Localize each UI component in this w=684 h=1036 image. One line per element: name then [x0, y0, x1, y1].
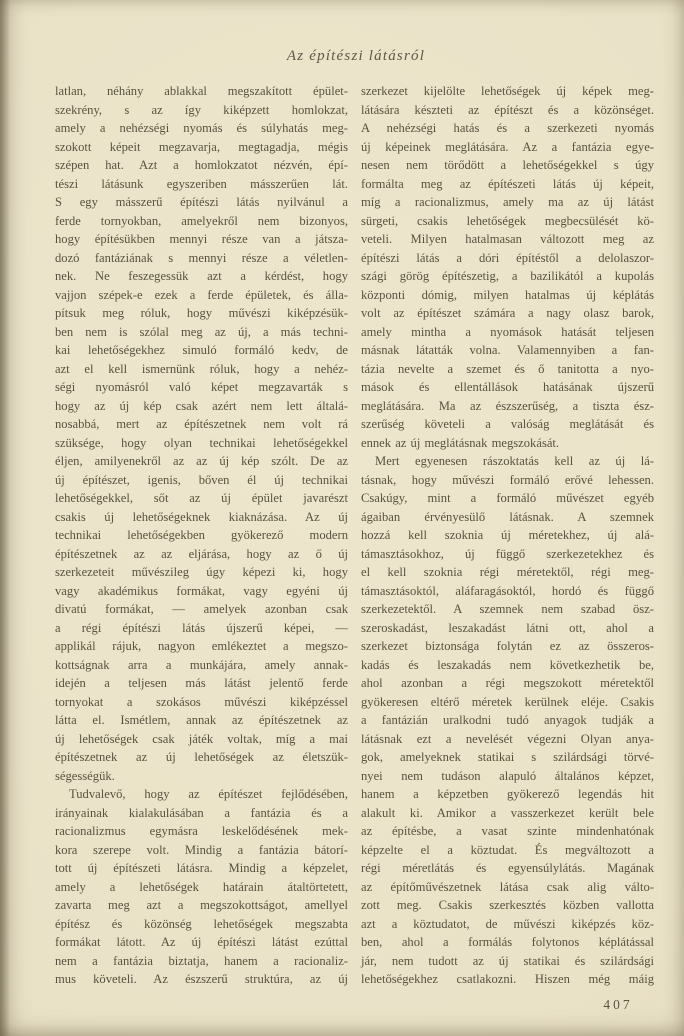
text-line: mások és ellentállások hatásának újszerű	[361, 380, 654, 394]
text-line: azt el kell ismernünk róluk, hogy a nehéz-	[55, 361, 348, 376]
text-line: tásnak, hogy művészi formáló erővé lehessen.	[361, 472, 654, 487]
text-line: amely mintha a nyomások hatását teljesen	[361, 324, 654, 339]
text-line: tornyokat a szokásos művészi kiképzéssel	[55, 694, 348, 709]
text-line: kadás és leszakadás nem következhetik be,	[361, 657, 654, 672]
running-header: Az építészi látásról	[286, 48, 426, 64]
text-line: irányainak kialakulásában a fantázia és a	[55, 805, 348, 820]
text-line: látására készteti az építészt és a közönséget.	[361, 102, 654, 117]
text-line: technikai lehetőségekben gyökerező modern	[55, 528, 348, 542]
text-line: látta el. Ismétlem, annak az építészetnek az	[55, 713, 348, 727]
text-line: jár, nem tudott az új statikai és szilárdsági	[361, 953, 654, 968]
text-line: formákat látott. Az új építészi látást ezúttal	[55, 935, 348, 949]
text-line: míg a racionalizmus, amely ma az új látást	[361, 195, 654, 209]
text-line: mus követeli. Az észszerű struktúra, az új	[55, 972, 348, 986]
text-line: sürgeti, csakis lehetőségek megbecsülését kö-	[361, 213, 654, 228]
text-line: szüksége, hogy olyan technikai lehetőségekkel	[55, 435, 348, 450]
text-line: S egy másszerű építészi látás nyilvánul a	[55, 195, 348, 209]
text-line: a régi építészi látás újszerű képei, —	[55, 620, 348, 635]
text-line: latlan, néhány ablakkal megszakított épület-	[55, 84, 348, 98]
text-line: csakis új lehetőségeknek kiaknázása. Az új	[55, 509, 348, 524]
text-line: az építőművészetnek látása csak alig válto-	[361, 879, 654, 894]
text-line: divatú formákat, — amelyek azonban csak	[55, 602, 348, 616]
text-line: formálta meg az építészeti látás új képeit,	[361, 176, 654, 191]
text-line: hanem a képzetben gyökerező legendás hit	[361, 787, 654, 801]
text-line: kottságnak arra a munkájára, amely annak-	[55, 657, 348, 672]
text-line: szekrény, s az így kiképzett homlokzat,	[55, 102, 348, 117]
text-line: tott új építészeti látásra. Mindig a képzelet,	[55, 861, 348, 875]
text-line: nosabbá, mert az építészetnek nem volt rá	[55, 417, 348, 431]
text-line: idején a teljesen más látást jelentő ferde	[55, 676, 348, 690]
text-line: gok, amelyeknek statikai s szilárdsági törvé-	[361, 750, 654, 764]
text-line: szági görög építészetig, a bazilikától a kupolás	[361, 269, 654, 283]
page-scan-edge	[0, 0, 10, 1036]
text-line: racionalizmus egymásra leskelődésének mek-	[55, 824, 348, 838]
text-line: vajjon szépek-e ezek a ferde épületek, és álla-	[55, 287, 348, 302]
text-line: applikál rájuk, nagyon emlékeztet a megszo-	[55, 639, 348, 653]
text-line: építész és közönség lehetőségek megszabta	[55, 916, 348, 931]
text-line: az építésbe, a vasat szinte mindenhatónak	[361, 824, 654, 838]
text-line: szokott képeit megzavarja, megtagadja, mégis	[55, 139, 348, 154]
text-line: ferde tornyokban, amelyekről nem bizonyos,	[55, 213, 348, 228]
text-line: nesen nem törődött a lehetőségekkel s úgy	[361, 158, 654, 172]
text-line: új építészet, igenis, bőven él új technikai	[55, 472, 348, 487]
text-line: ségességük.	[55, 768, 115, 783]
text-line: amely a nehézségi nyomás és súlyhatás meg-	[55, 121, 348, 135]
text-line: ségi nyomásról való képet megzavarták s	[55, 380, 348, 394]
text-line: szerkezeteit művészileg úgy képezi ki, hogy	[55, 565, 348, 579]
text-column-right	[361, 82, 654, 989]
text-line: másnak látatták volna. Valamennyiben a fan-	[361, 343, 654, 357]
text-line: régi méretlátás és egyensúlylátás. Magának	[361, 861, 654, 875]
text-line: gyökeresen eltérő méretek kerülnek eléje. Csakis	[361, 694, 654, 709]
text-column-left	[55, 82, 348, 989]
text-line: Csakúgy, mint a formáló művészet egyéb	[361, 491, 654, 505]
text-line: lehetőségekkel, sőt az új épület javarészt	[55, 491, 348, 505]
text-line: volt az építészet számára a nagy olasz barok,	[361, 306, 654, 320]
text-line: szerkezet kijelölte lehetőségek új képek meg-	[361, 84, 654, 98]
text-line: szeroskadást, leszakadást látni ott, ahol a	[361, 620, 654, 635]
text-line: veteli. Milyen hatalmasan változott meg az	[361, 232, 654, 246]
text-line: új lehetőségek csak játék voltak, míg a mai	[55, 731, 348, 746]
text-line: azt a köztudatot, de művészi kiképzés köz-	[361, 916, 654, 931]
text-line: meglátására. Ma az észszerűség, a tiszta ész-	[361, 398, 654, 413]
text-line: ben, ahol a formálás folytonos képlátással	[361, 935, 654, 949]
text-line: A nehézségi hatás és a szerkezeti nyomás	[361, 121, 654, 135]
text-line: hogy építésükben mennyi része van a játsza-	[55, 232, 348, 246]
text-line: hogy az új kép csak azért nem lett általá-	[55, 398, 348, 413]
text-line: hozzá kell szoknia új méretekhez, új alá-	[361, 528, 654, 542]
text-line: ágaiban érvényesülő látásnak. A szemnek	[361, 509, 654, 524]
text-line: alakult ki. Amikor a vasszerkezet került bele	[361, 805, 654, 820]
text-line: a fantázián uralkodni tudó anyagok tudják a	[361, 713, 654, 727]
text-line: szerkezet biztonsága folytán ez az összeros-	[361, 639, 654, 653]
text-line: szépen hat. Azt a homlokzatot nézvén, épí-	[55, 158, 348, 172]
text-line: támasztásoktól, aláfaragásoktól, hordó és függő	[361, 583, 654, 598]
text-line: dozó fantáziának s mennyi része a véletlen-	[55, 250, 348, 265]
text-line: pítsuk meg róluk, hogy művészi kiképzésük-	[55, 306, 348, 320]
text-line: Tudvalevő, hogy az építészet fejlődésében,	[69, 787, 348, 801]
text-line: látásnak ezt a nevelését végezni Olyan anya-	[361, 731, 654, 746]
text-line: kora szerepe volt. Mindig a fantázia bátorí-	[55, 842, 348, 857]
text-line: ahol azonban a régi megszokott méretektől	[361, 676, 654, 690]
text-line: zott meg. Csakis szerkesztés közben vallotta	[361, 898, 654, 912]
text-line: kai lehetőségekhez simuló formáló kedv, de	[55, 343, 348, 357]
text-line: tázia nevelte a szemet és ő tanitotta a nyo-	[361, 361, 654, 376]
text-line: el kell szoknia régi méretektől, régi meg-	[361, 565, 654, 579]
text-line: tészi látásunk egyszeriben másszerűen lát.	[55, 176, 348, 191]
text-line: nyei nem tudáson alapuló általános képzet,	[361, 768, 654, 783]
text-line: éljen, amilyenekről az az új kép szólt. De az	[55, 454, 348, 468]
text-line: építészetnek az új lehetőségek az életszük-	[55, 750, 348, 764]
text-line: lehetőségekhez csatlakozni. Hiszen még máig	[361, 972, 654, 986]
text-line: építészi látás a dóri építéstől a delolaszor-	[361, 250, 654, 265]
text-line: nem a fantázia biztatja, hanem a racionaliz-	[55, 953, 348, 968]
text-line: új képeinek meglátására. Az a fantázia egye-	[361, 139, 654, 154]
text-line: építészetnek az az eljárása, hogy az ő új	[55, 546, 348, 561]
text-line: vagy akadémikus formákat, vagy egyéni új	[55, 583, 348, 598]
text-line: ennek az új meglátásnak megszokását.	[361, 435, 560, 450]
page-number: 407	[603, 997, 633, 1012]
text-line: központi dómig, milyen hatalmas új képlátás	[361, 287, 654, 302]
text-line: zavarta meg azt a megszokottságot, amellyel	[55, 898, 348, 912]
text-line: szerűség követeli a valóság meglátását és	[361, 417, 654, 431]
text-line: nek. Ne feszegessük azt a kérdést, hogy	[55, 269, 348, 283]
text-line: amely a lehetőségek határain átaltörtetett,	[55, 879, 348, 894]
text-line: Mert egyenesen rászoktatás kell az új lá-	[375, 454, 654, 468]
text-line: szerkezetektől. A szemnek nem szabad ösz-	[361, 602, 654, 616]
text-line: képzelte el a köztudat. És megváltozott a	[361, 842, 654, 857]
text-line: támasztásokhoz, új függő szerkezetekhez és	[361, 546, 654, 561]
text-line: ben nem is szólal meg az új, a más techni-	[55, 324, 348, 339]
